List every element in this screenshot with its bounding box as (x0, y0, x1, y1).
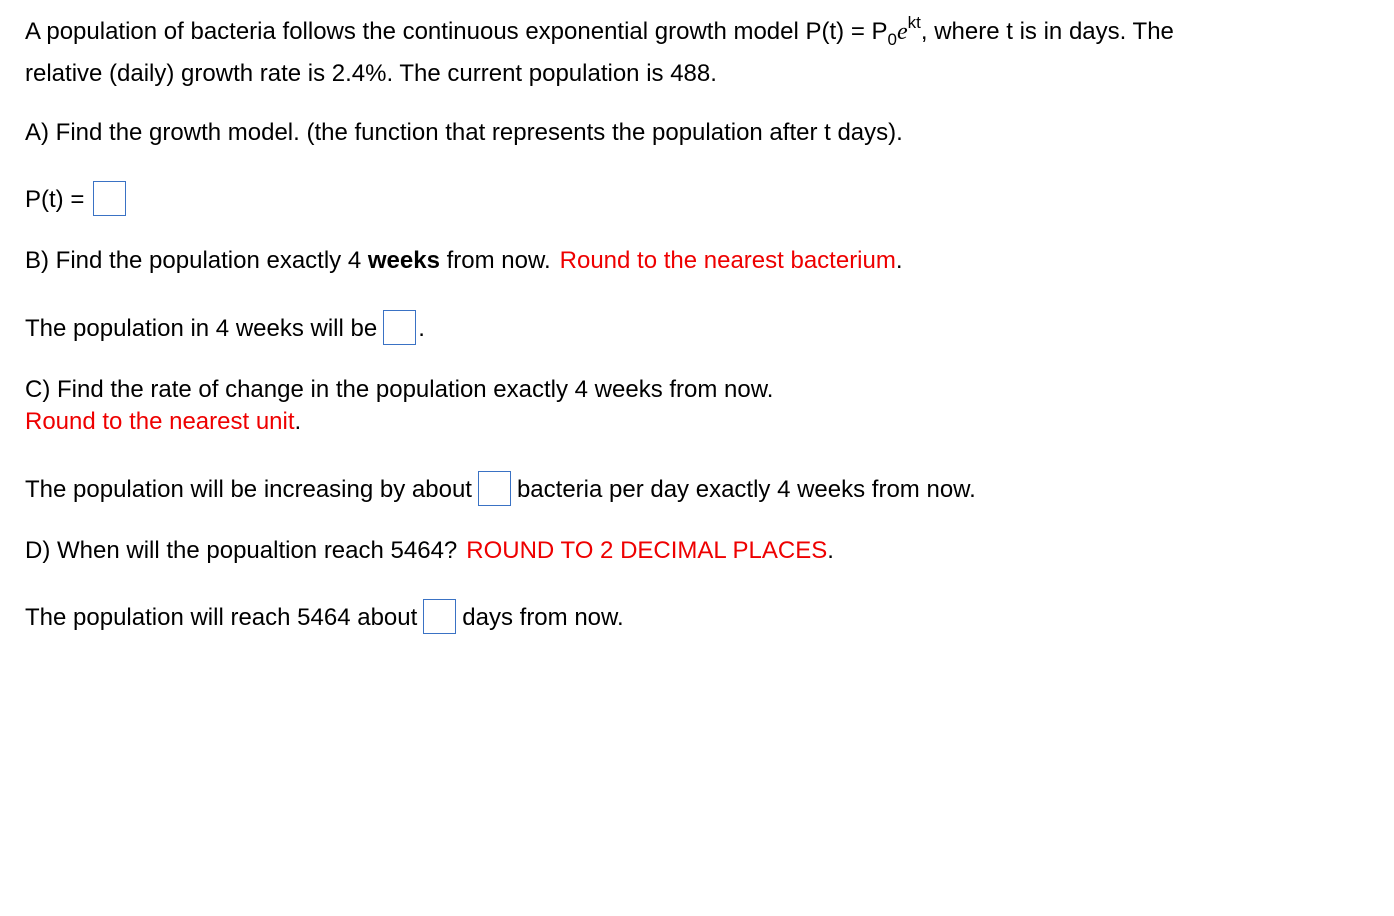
part-b-question-mid: from now. (439, 247, 551, 274)
intro-line-2: relative (daily) growth rate is 2.4%. The current population is 488. (25, 60, 717, 87)
e-symbol: e (897, 19, 908, 45)
part-b-answer-end: . (418, 314, 425, 342)
part-c-answer-start: The population will be increasing by about (25, 475, 472, 503)
answer-box-b[interactable] (383, 310, 416, 345)
p-subscript: 0 (887, 30, 897, 49)
part-d-answer-row (25, 601, 624, 636)
part-d-answer-end: days from now. (462, 603, 624, 631)
part-d-instruction: ROUND TO 2 DECIMAL PLACES (466, 537, 828, 564)
part-c-question: C) Find the rate of change in the population exactly 4 weeks from now. (25, 376, 774, 403)
answer-box-d[interactable] (423, 599, 456, 634)
part-d-question-text: D) When will the popualtion reach 5464? (25, 537, 458, 564)
part-b-answer-label: The population in 4 weeks will be (25, 314, 378, 342)
answer-box-a[interactable] (93, 181, 126, 216)
intro-line-1 (25, 13, 1174, 49)
part-b-bold-word: weeks (367, 247, 440, 274)
part-b-answer-row (25, 312, 425, 347)
part-c-answer-end: bacteria per day exactly 4 weeks from now. (516, 475, 976, 503)
part-d-period: . (827, 537, 834, 564)
part-d-question (25, 537, 834, 565)
part-c-instruction-row (25, 408, 301, 436)
part-b-period: . (895, 247, 903, 274)
part-c-answer-row (25, 473, 976, 508)
part-d-answer-start: The population will reach 5464 about (25, 603, 418, 631)
intro-text-start: A population of bacteria follows the continuous exponential growth model P(t) = P (25, 18, 888, 45)
answer-box-c[interactable] (478, 471, 511, 506)
exponent: kt (907, 13, 921, 32)
part-c-period: . (294, 408, 302, 435)
part-a-question: A) Find the growth model. (the function that represents the population after t days). (25, 119, 903, 146)
part-b-instruction: Round to the nearest bacterium (559, 247, 896, 274)
part-a-label: P(t) = (25, 185, 85, 213)
part-b-question (25, 247, 903, 275)
part-c-instruction: Round to the nearest unit (25, 408, 295, 435)
part-a-answer-row (25, 183, 132, 218)
part-b-question-start: B) Find the population exactly 4 (25, 247, 368, 274)
intro-text-end: , where t is in days. The (920, 18, 1174, 45)
